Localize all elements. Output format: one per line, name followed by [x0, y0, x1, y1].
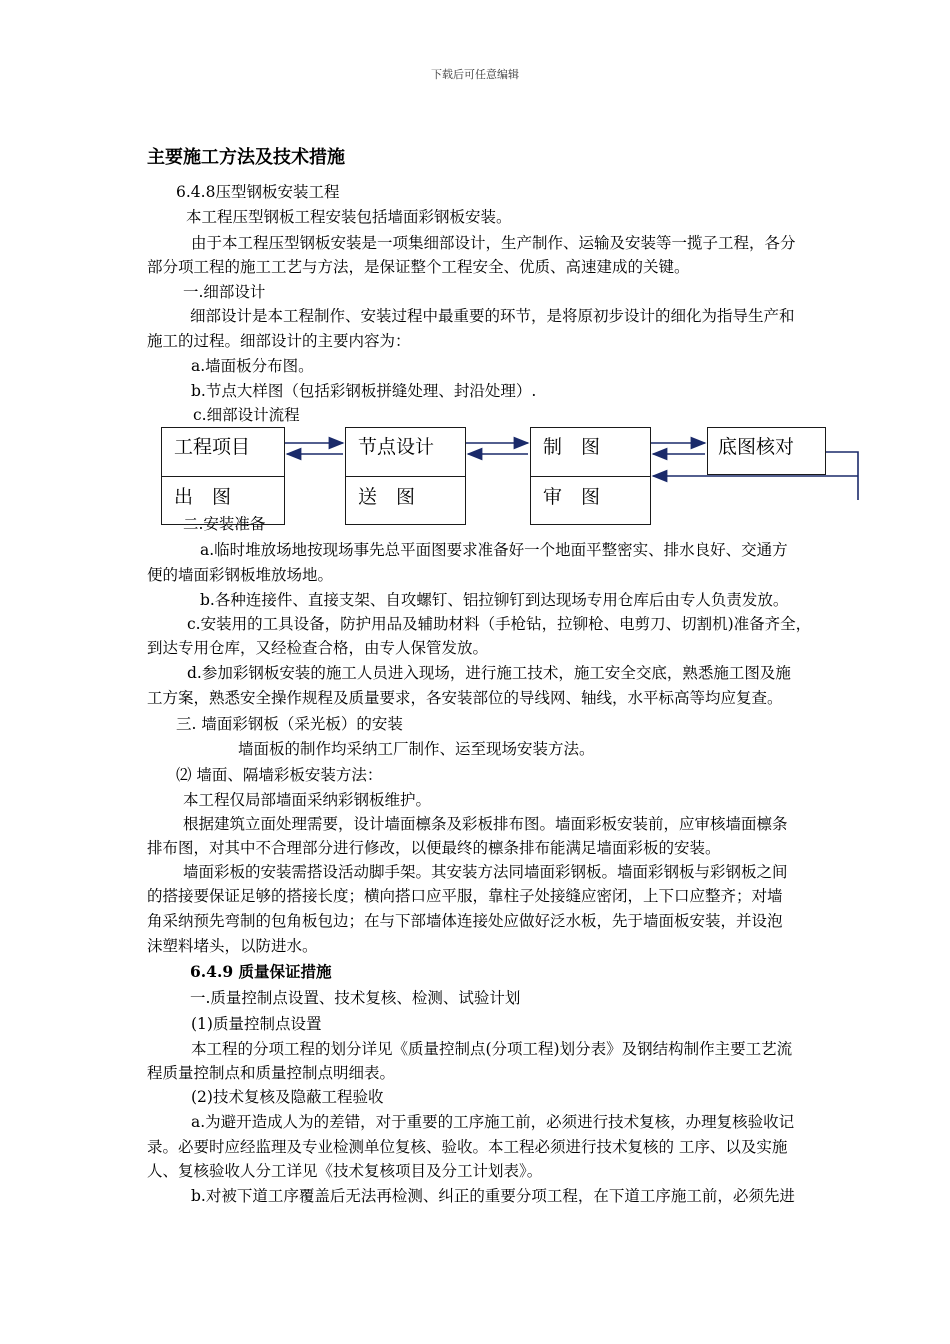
text-line-28: 沫塑料堵头，以防进水。: [147, 937, 318, 955]
text-line-21: ⑵ 墙面、隔墙彩板安装方法：: [176, 766, 383, 784]
text-line-17: d.参加彩钢板安装的施工人员进入现场，进行施工技术，施工安全交底，熟悉施工图及施: [187, 664, 791, 682]
text-line-15: c.安装用的工具设备，防护用品及辅助材料（手枪钻，拉铆枪、电剪刀、切割机)准备齐全，: [187, 615, 812, 633]
text-line-2: 本工程压型钢板工程安装包括墙面彩钢板安装。: [186, 208, 512, 226]
text-line-1: 6.4.8压型钢板安装工程: [176, 183, 340, 201]
text-line-35: a.为避开造成人为的差错，对于重要的工序施工前，必须进行技术复核，办理复核验收记: [191, 1113, 795, 1131]
text-line-31: (1)质量控制点设置: [191, 1015, 322, 1033]
text-line-7: 施工的过程。细部设计的主要内容为：: [147, 332, 411, 350]
page-title: 主要施工方法及技术措施: [147, 147, 345, 168]
text-line-9: b.节点大样图（包括彩钢板拼缝处理、封沿处理）.: [191, 382, 537, 400]
text-line-4: 部分项工程的施工工艺与方法，是保证整个工程安全、优质、高速建成的关键。: [147, 258, 690, 276]
text-line-11: 二.安装准备: [183, 515, 266, 533]
text-line-27: 角采纳预先弯制的包角板包边；在与下部墙体连接处应做好泛水板，先于墙面板安装，并设泡: [147, 912, 783, 930]
flow-box-1-bottom: 出 图: [174, 486, 232, 508]
text-line-20: 墙面板的制作均采纳工厂制作、运至现场安装方法。: [238, 740, 595, 758]
text-line-10: c.细部设计流程: [193, 406, 300, 424]
flow-box-2-top: 节点设计: [358, 436, 435, 458]
flow-box-2-bottom: 送 图: [358, 486, 416, 508]
text-line-34: (2)技术复核及隐蔽工程验收: [191, 1088, 384, 1106]
text-line-33: 程质量控制点和质量控制点明细表。: [147, 1064, 396, 1082]
text-line-18: 工方案，熟悉安全操作规程及质量要求，各安装部位的导线网、轴线，水平标高等均应复查。: [147, 689, 783, 707]
text-line-29: 6.4.9 质量保证措施: [190, 962, 332, 981]
text-line-14: b.各种连接件、直接支架、自攻螺钉、铝拉铆钉到达现场专用仓库后由专人负责发放。: [200, 591, 789, 609]
text-line-3: 由于本工程压型钢板安装是一项集细部设计，生产制作、运输及安装等一揽子工程，各分: [191, 234, 796, 252]
text-line-22: 本工程仅局部墙面采纳彩钢板维护。: [183, 791, 432, 809]
text-line-12: a.临时堆放场地按现场事先总平面图要求准备好一个地面平整密实、排水良好、交通方: [200, 541, 788, 559]
text-line-32: 本工程的分项工程的划分详见《质量控制点(分项工程)划分表》及钢结构制作主要工艺流: [191, 1040, 793, 1058]
text-line-23: 根据建筑立面处理需要，设计墙面檩条及彩板排布图。墙面彩板安装前，应审核墙面檩条: [183, 815, 788, 833]
flow-box-3-bottom: 审 图: [543, 486, 601, 508]
text-line-8: a.墙面板分布图。: [191, 357, 314, 375]
text-line-37: 人、复核验收人分工详见《技术复核项目及分工计划表》。: [147, 1162, 543, 1180]
flow-box-1-top: 工程项目: [174, 436, 251, 458]
text-line-19: 三. 墙面彩钢板（采光板）的安装: [176, 715, 403, 733]
page-header: 下载后可任意编辑: [431, 68, 519, 81]
text-line-25: 墙面彩板的安装需搭设活动脚手架。其安装方法同墙面彩钢板。墙面彩钢板与彩钢板之间: [183, 863, 788, 881]
text-line-24: 排布图，对其中不合理部分进行修改，以便最终的檩条排布能满足墙面彩板的安装。: [147, 839, 721, 857]
text-line-30: 一.质量控制点设置、技术复核、检测、试验计划: [190, 989, 521, 1007]
text-line-5: 一.细部设计: [183, 283, 266, 301]
text-line-38: b.对被下道工序覆盖后无法再检测、纠正的重要分项工程，在下道工序施工前，必须先进: [191, 1187, 795, 1205]
text-line-16: 到达专用仓库，又经检查合格，由专人保管发放。: [147, 639, 489, 657]
flow-box-3-top: 制 图: [543, 436, 601, 458]
text-line-36: 录。必要时应经监理及专业检测单位复核、验收。本工程必须进行技术复核的 工序、以及实施: [147, 1138, 788, 1156]
text-line-6: 细部设计是本工程制作、安装过程中最重要的环节，是将原初步设计的细化为指导生产和: [190, 307, 795, 325]
text-line-13: 便的墙面彩钢板堆放场地。: [147, 566, 334, 584]
flow-box-4-top: 底图核对: [718, 436, 795, 458]
text-line-26: 的搭接要保证足够的搭接长度；横向搭口应平服，靠柱子处接缝应密闭，上下口应整齐；对墙: [147, 887, 783, 905]
